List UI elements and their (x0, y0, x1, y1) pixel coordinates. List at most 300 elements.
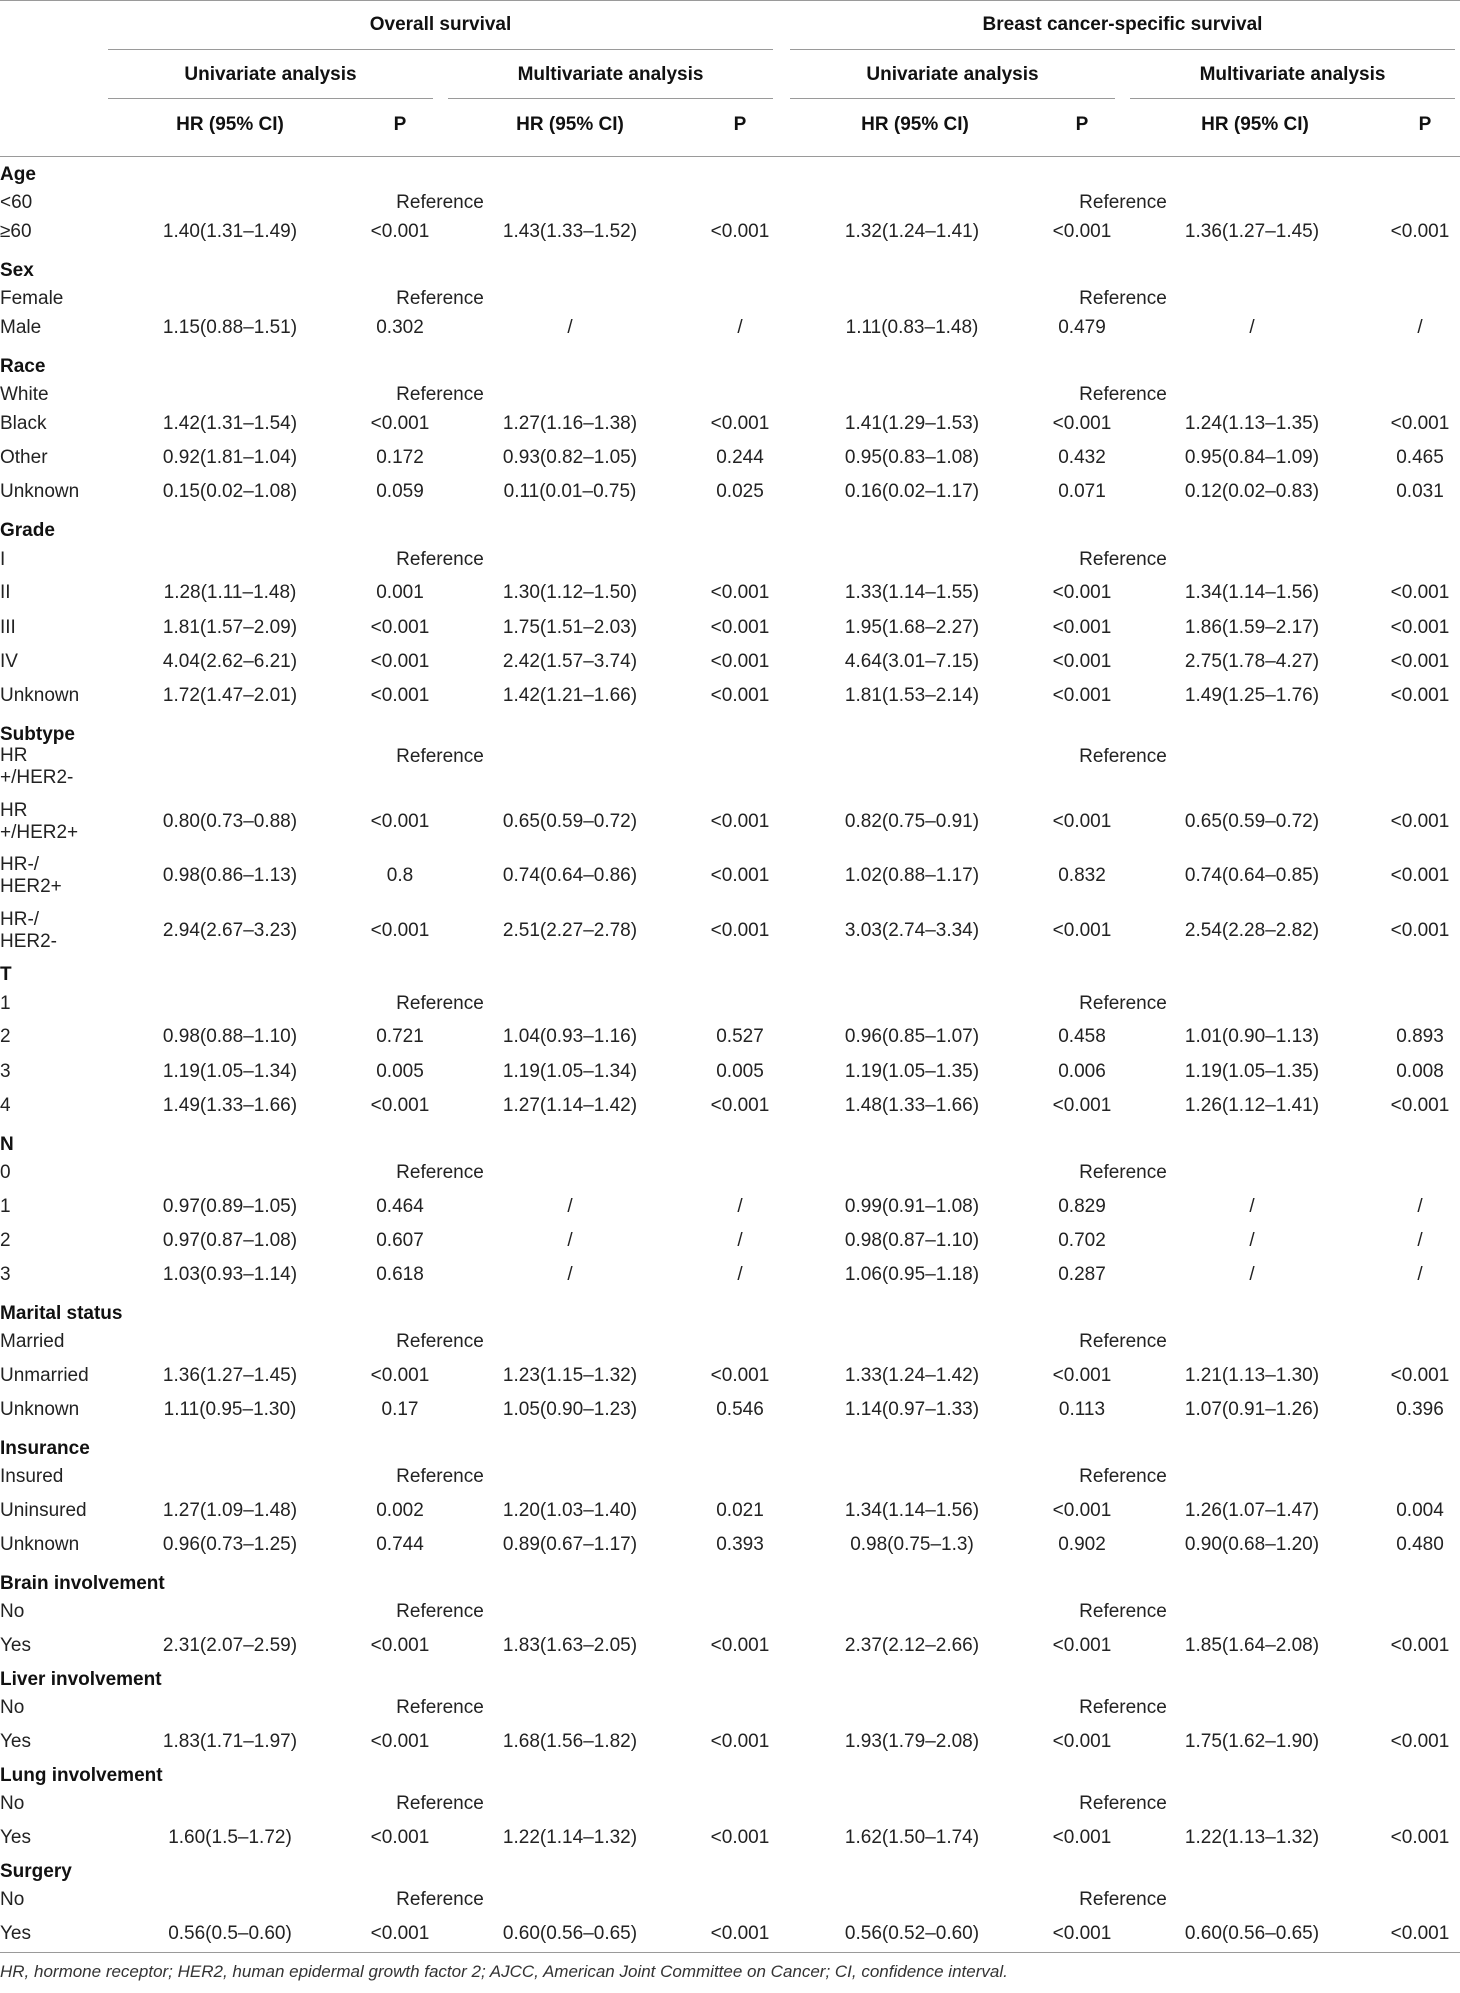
hr-ci-cell: 0.98(0.87–1.10) (844, 1230, 980, 1251)
p-value-cell: <0.001 (710, 582, 770, 603)
row-label: Uninsured (0, 1500, 87, 1521)
p-value-cell: 0.465 (1396, 447, 1444, 468)
row-label: 3 (0, 1264, 11, 1285)
p-value-cell: <0.001 (1052, 651, 1112, 672)
hr-ci-cell: 0.96(0.85–1.07) (844, 1026, 980, 1047)
hr-ci-cell: 2.42(1.57–3.74) (502, 651, 638, 672)
p-value-cell: 0.832 (1058, 865, 1106, 886)
p-value-cell: <0.001 (1390, 920, 1450, 941)
reference-label: Reference (396, 1162, 484, 1183)
hr-ci-cell: 0.65(0.59–0.72) (1184, 811, 1320, 832)
p-value-cell: 0.021 (716, 1500, 764, 1521)
category-label: Marital status (0, 1303, 123, 1324)
table-row (0, 1635, 1460, 1657)
row-label: ≥60 (0, 221, 32, 242)
hr-ci-cell: 1.19(1.05–1.35) (1184, 1061, 1320, 1082)
hr-ci-cell: 1.86(1.59–2.17) (1184, 617, 1320, 638)
table-row (0, 1793, 1460, 1815)
p-value-cell: <0.001 (1052, 1095, 1112, 1116)
p-value-cell: 0.829 (1058, 1196, 1106, 1217)
category-row (0, 1438, 1460, 1460)
p-value-cell: <0.001 (1052, 1635, 1112, 1656)
category-row (0, 1573, 1460, 1595)
p-value-cell: <0.001 (1390, 582, 1450, 603)
hr-ci-cell: 1.22(1.14–1.32) (502, 1827, 638, 1848)
table-row (0, 745, 1460, 788)
hr-ci-cell: 2.31(2.07–2.59) (162, 1635, 298, 1656)
row-label: Female (0, 288, 64, 309)
p-value-cell: <0.001 (1052, 1827, 1112, 1848)
row-label: Unknown (0, 1534, 80, 1555)
hr-ci-cell: / (1249, 1264, 1255, 1285)
p-value-cell: <0.001 (1052, 582, 1112, 603)
hr-ci-cell: 1.60(1.5–1.72) (168, 1827, 292, 1848)
row-label: HR-/ HER2+ (0, 854, 62, 897)
p-value-cell: <0.001 (1390, 651, 1450, 672)
row-label: Married (0, 1331, 65, 1352)
p-value-cell: <0.001 (370, 685, 430, 706)
category-label: N (0, 1134, 14, 1155)
reference-label: Reference (396, 1466, 484, 1487)
p-value-cell: <0.001 (370, 1923, 430, 1944)
p-value-cell: 0.287 (1058, 1264, 1106, 1285)
p-value-cell: / (737, 1230, 743, 1251)
table-row (0, 651, 1460, 673)
table-row (0, 1399, 1460, 1421)
hr-ci-cell: 1.27(1.09–1.48) (162, 1500, 298, 1521)
row-label: 1 (0, 993, 11, 1014)
p-value-cell: <0.001 (370, 617, 430, 638)
top-rule (0, 0, 1460, 1)
hr-ci-cell: 1.83(1.71–1.97) (162, 1731, 298, 1752)
row-label: Unknown (0, 685, 80, 706)
p-value-cell: <0.001 (710, 1635, 770, 1656)
table-row (0, 582, 1460, 604)
p-value-cell: / (1417, 1196, 1423, 1217)
p-value-cell: <0.001 (370, 1827, 430, 1848)
hr-ci-cell: 0.95(0.84–1.09) (1184, 447, 1320, 468)
table-row (0, 1923, 1460, 1945)
hr-ci-cell: 1.48(1.33–1.66) (844, 1095, 980, 1116)
hr-ci-cell: 0.60(0.56–0.65) (1184, 1923, 1320, 1944)
p-value-cell: <0.001 (370, 1095, 430, 1116)
table-row (0, 384, 1460, 406)
row-label: HR +/HER2- (0, 745, 74, 788)
header-hr-col3: HR (95% CI) (861, 114, 969, 135)
reference-label: Reference (1079, 384, 1167, 405)
p-value-cell: <0.001 (370, 920, 430, 941)
table-row (0, 481, 1460, 503)
p-value-cell: / (1417, 1264, 1423, 1285)
row-label: No (0, 1889, 25, 1910)
table-row (0, 1026, 1460, 1048)
reference-label: Reference (396, 1601, 484, 1622)
p-value-cell: 0.302 (376, 317, 424, 338)
p-value-cell: <0.001 (1052, 221, 1112, 242)
p-value-cell: 0.17 (381, 1399, 419, 1420)
category-row (0, 1861, 1460, 1883)
hr-ci-cell: 1.05(0.90–1.23) (502, 1399, 638, 1420)
hr-ci-cell: 1.21(1.13–1.30) (1184, 1365, 1320, 1386)
hr-ci-cell: 0.95(0.83–1.08) (844, 447, 980, 468)
category-label: Age (0, 164, 36, 185)
hr-ci-cell: 1.20(1.03–1.40) (502, 1500, 638, 1521)
category-row (0, 520, 1460, 542)
p-value-cell: 0.002 (376, 1500, 424, 1521)
table-row (0, 413, 1460, 435)
table-row (0, 447, 1460, 469)
row-label: I (0, 549, 6, 570)
p-value-cell: 0.902 (1058, 1534, 1106, 1555)
hr-ci-cell: 1.24(1.13–1.35) (1184, 413, 1320, 434)
hr-ci-cell: 2.94(2.67–3.23) (162, 920, 298, 941)
hr-ci-cell: 0.98(0.88–1.10) (162, 1026, 298, 1047)
hr-ci-cell: 1.01(0.90–1.13) (1184, 1026, 1320, 1047)
hr-ci-cell: / (567, 1230, 573, 1251)
reference-label: Reference (396, 192, 484, 213)
p-value-cell: <0.001 (370, 413, 430, 434)
hr-ci-cell: 1.14(0.97–1.33) (844, 1399, 980, 1420)
table-row (0, 317, 1460, 339)
row-label: Male (0, 317, 42, 338)
p-value-cell: <0.001 (1390, 1635, 1450, 1656)
hr-ci-cell: 0.11(0.01–0.75) (503, 481, 637, 502)
category-row (0, 1765, 1460, 1787)
reference-label: Reference (396, 549, 484, 570)
header-overall-survival: Overall survival (369, 14, 512, 35)
p-value-cell: 0.527 (716, 1026, 764, 1047)
p-value-cell: <0.001 (1390, 1365, 1450, 1386)
category-row (0, 260, 1460, 282)
rule-os-multivariate (448, 98, 773, 99)
category-row (0, 964, 1460, 986)
table-row (0, 1196, 1460, 1218)
row-label: 2 (0, 1026, 11, 1047)
p-value-cell: 0.001 (376, 582, 424, 603)
header-p-col2: P (733, 114, 747, 135)
header-p-col3: P (1075, 114, 1089, 135)
hr-ci-cell: 2.37(2.12–2.66) (844, 1635, 980, 1656)
hr-ci-cell: 1.68(1.56–1.82) (502, 1731, 638, 1752)
hr-ci-cell: 1.40(1.31–1.49) (162, 221, 298, 242)
reference-label: Reference (1079, 1793, 1167, 1814)
bottom-rule (0, 1952, 1460, 1953)
table-row (0, 1500, 1460, 1522)
p-value-cell: <0.001 (1052, 811, 1112, 832)
p-value-cell: <0.001 (1390, 413, 1450, 434)
row-label: II (0, 582, 11, 603)
p-value-cell: 0.480 (1396, 1534, 1444, 1555)
p-value-cell: <0.001 (710, 413, 770, 434)
hr-ci-cell: 1.03(0.93–1.14) (162, 1264, 298, 1285)
table-row (0, 617, 1460, 639)
category-label: Subtype (0, 724, 75, 745)
p-value-cell: <0.001 (1390, 865, 1450, 886)
row-label: Yes (0, 1635, 31, 1656)
header-hr-col1: HR (95% CI) (176, 114, 284, 135)
p-value-cell: / (737, 317, 743, 338)
hr-ci-cell: 0.98(0.86–1.13) (162, 865, 298, 886)
row-label: Other (0, 447, 48, 468)
p-value-cell: <0.001 (1390, 811, 1450, 832)
p-value-cell: <0.001 (1052, 1923, 1112, 1944)
hr-ci-cell: / (1249, 1196, 1255, 1217)
table-row (0, 1230, 1460, 1252)
category-row (0, 164, 1460, 186)
header-hr-col2: HR (95% CI) (516, 114, 624, 135)
category-row (0, 356, 1460, 378)
row-label: 1 (0, 1196, 11, 1217)
rule-overall (108, 49, 773, 50)
hr-ci-cell: 3.03(2.74–3.34) (844, 920, 980, 941)
hr-ci-cell: 0.16(0.02–1.17) (844, 481, 980, 502)
p-value-cell: <0.001 (1390, 1095, 1450, 1116)
hr-ci-cell: 1.02(0.88–1.17) (844, 865, 980, 886)
hr-ci-cell: 1.34(1.14–1.56) (844, 1500, 980, 1521)
table-row (0, 192, 1460, 214)
hr-ci-cell: 1.28(1.11–1.48) (163, 582, 297, 603)
p-value-cell: 0.393 (716, 1534, 764, 1555)
row-label: Insured (0, 1466, 64, 1487)
hr-ci-cell: 0.93(0.82–1.05) (502, 447, 638, 468)
p-value-cell: 0.031 (1396, 481, 1444, 502)
hr-ci-cell: / (1249, 317, 1255, 338)
hr-ci-cell: 1.83(1.63–2.05) (502, 1635, 638, 1656)
hr-ci-cell: 1.93(1.79–2.08) (844, 1731, 980, 1752)
p-value-cell: <0.001 (370, 651, 430, 672)
hr-ci-cell: / (567, 1264, 573, 1285)
category-row (0, 1134, 1460, 1156)
category-row (0, 1303, 1460, 1325)
header-bcss-multivariate: Multivariate analysis (1199, 64, 1386, 85)
rule-os-univariate (108, 98, 433, 99)
p-value-cell: <0.001 (710, 1827, 770, 1848)
table-row (0, 854, 1460, 897)
hr-ci-cell: 1.15(0.88–1.51) (162, 317, 298, 338)
table-footnote: HR, hormone receptor; HER2, human epidermal growth factor 2; AJCC, American Joint Committee on Cancer; CI, confidence interval. (0, 1962, 1008, 1981)
hr-ci-cell: 1.81(1.57–2.09) (162, 617, 298, 638)
hr-ci-cell: 0.89(0.67–1.17) (502, 1534, 638, 1555)
p-value-cell: <0.001 (1390, 1923, 1450, 1944)
table-row (0, 1534, 1460, 1556)
p-value-cell: <0.001 (710, 617, 770, 638)
p-value-cell: <0.001 (710, 1365, 770, 1386)
reference-label: Reference (396, 1889, 484, 1910)
hr-ci-cell: 4.04(2.62–6.21) (162, 651, 298, 672)
hr-ci-cell: 1.75(1.62–1.90) (1184, 1731, 1320, 1752)
table-row (0, 288, 1460, 310)
p-value-cell: <0.001 (1390, 1731, 1450, 1752)
row-label: Unknown (0, 1399, 80, 1420)
row-label: 4 (0, 1095, 11, 1116)
p-value-cell: <0.001 (710, 865, 770, 886)
hr-ci-cell: 1.19(1.05–1.34) (162, 1061, 298, 1082)
hr-ci-cell: 0.56(0.52–0.60) (844, 1923, 980, 1944)
header-bcss-univariate: Univariate analysis (866, 64, 1039, 85)
table-row (0, 800, 1460, 843)
p-value-cell: 0.458 (1058, 1026, 1106, 1047)
hr-ci-cell: 1.49(1.33–1.66) (162, 1095, 298, 1116)
hr-ci-cell: 1.43(1.33–1.52) (502, 221, 638, 242)
p-value-cell: 0.432 (1058, 447, 1106, 468)
p-value-cell: <0.001 (710, 1731, 770, 1752)
p-value-cell: / (1417, 317, 1423, 338)
table-row (0, 1601, 1460, 1623)
p-value-cell: 0.721 (376, 1026, 424, 1047)
reference-label: Reference (1079, 1331, 1167, 1352)
hr-ci-cell: 2.75(1.78–4.27) (1184, 651, 1320, 672)
hr-ci-cell: 0.12(0.02–0.83) (1184, 481, 1320, 502)
p-value-cell: 0.004 (1396, 1500, 1444, 1521)
p-value-cell: <0.001 (1052, 1731, 1112, 1752)
table-row (0, 549, 1460, 571)
hr-ci-cell: 0.74(0.64–0.86) (502, 865, 638, 886)
hr-ci-cell: 1.06(0.95–1.18) (844, 1264, 980, 1285)
category-row (0, 1669, 1460, 1691)
table-row (0, 1697, 1460, 1719)
reference-label: Reference (1079, 549, 1167, 570)
table-row (0, 685, 1460, 707)
p-value-cell: <0.001 (1052, 413, 1112, 434)
row-label: III (0, 617, 16, 638)
reference-label: Reference (1079, 1601, 1167, 1622)
p-value-cell: <0.001 (370, 811, 430, 832)
hr-ci-cell: 2.54(2.28–2.82) (1184, 920, 1320, 941)
p-value-cell: / (1417, 1230, 1423, 1251)
row-label: Yes (0, 1827, 31, 1848)
category-label: Brain involvement (0, 1573, 165, 1594)
p-value-cell: <0.001 (1052, 920, 1112, 941)
hr-ci-cell: 0.74(0.64–0.85) (1184, 865, 1320, 886)
row-label: <60 (0, 192, 33, 213)
p-value-cell: <0.001 (710, 1095, 770, 1116)
reference-label: Reference (396, 746, 484, 767)
table-row (0, 1264, 1460, 1286)
rule-bcss (790, 49, 1455, 50)
p-value-cell: <0.001 (370, 1731, 430, 1752)
hr-ci-cell: 0.99(0.91–1.08) (844, 1196, 980, 1217)
reference-label: Reference (396, 1697, 484, 1718)
hr-ci-cell: 1.41(1.29–1.53) (844, 413, 980, 434)
table-row (0, 1061, 1460, 1083)
category-label: T (0, 964, 12, 985)
hr-ci-cell: 1.49(1.25–1.76) (1184, 685, 1320, 706)
row-label: HR-/ HER2- (0, 909, 58, 952)
header-hr-col4: HR (95% CI) (1201, 114, 1309, 135)
row-label: IV (0, 651, 18, 672)
reference-label: Reference (1079, 1162, 1167, 1183)
hr-ci-cell: 0.65(0.59–0.72) (502, 811, 638, 832)
reference-label: Reference (396, 1793, 484, 1814)
row-label: No (0, 1697, 25, 1718)
hr-ci-cell: 1.27(1.14–1.42) (502, 1095, 638, 1116)
p-value-cell: 0.618 (376, 1264, 424, 1285)
row-label: No (0, 1793, 25, 1814)
table-row (0, 1331, 1460, 1353)
category-label: Race (0, 356, 46, 377)
table-row (0, 1095, 1460, 1117)
hr-ci-cell: 0.82(0.75–0.91) (844, 811, 980, 832)
table-row (0, 1889, 1460, 1911)
category-label: Liver involvement (0, 1669, 162, 1690)
p-value-cell: 0.8 (386, 865, 414, 886)
hr-ci-cell: 0.15(0.02–1.08) (162, 481, 298, 502)
row-label: Unknown (0, 481, 80, 502)
category-label: Grade (0, 520, 55, 541)
row-label: Yes (0, 1731, 31, 1752)
p-value-cell: <0.001 (710, 651, 770, 672)
row-label: 3 (0, 1061, 11, 1082)
p-value-cell: 0.702 (1058, 1230, 1106, 1251)
row-label: Yes (0, 1923, 31, 1944)
row-label: No (0, 1601, 25, 1622)
reference-label: Reference (1079, 993, 1167, 1014)
p-value-cell: <0.001 (710, 811, 770, 832)
hr-ci-cell: 1.85(1.64–2.08) (1184, 1635, 1320, 1656)
hr-ci-cell: 1.32(1.24–1.41) (844, 221, 980, 242)
reference-label: Reference (396, 993, 484, 1014)
p-value-cell: 0.008 (1396, 1061, 1444, 1082)
hr-ci-cell: 4.64(3.01–7.15) (844, 651, 980, 672)
hr-ci-cell: / (1249, 1230, 1255, 1251)
category-row (0, 724, 1460, 746)
table-row (0, 1827, 1460, 1849)
table-row (0, 1731, 1460, 1753)
hr-ci-cell: 1.26(1.12–1.41) (1184, 1095, 1320, 1116)
hr-ci-cell: 0.97(0.89–1.05) (162, 1196, 298, 1217)
header-bcss: Breast cancer-specific survival (982, 14, 1263, 35)
row-label: HR +/HER2+ (0, 800, 79, 843)
p-value-cell: 0.113 (1058, 1399, 1106, 1420)
header-p-col1: P (393, 114, 407, 135)
table-row (0, 909, 1460, 952)
row-label: 0 (0, 1162, 11, 1183)
hr-ci-cell: / (567, 1196, 573, 1217)
p-value-cell: 0.464 (376, 1196, 424, 1217)
p-value-cell: 0.479 (1058, 317, 1106, 338)
hr-ci-cell: 1.30(1.12–1.50) (502, 582, 638, 603)
p-value-cell: <0.001 (370, 1365, 430, 1386)
reference-label: Reference (1079, 1697, 1167, 1718)
p-value-cell: 0.172 (376, 447, 424, 468)
reference-label: Reference (1079, 192, 1167, 213)
p-value-cell: 0.006 (1058, 1061, 1106, 1082)
category-label: Insurance (0, 1438, 90, 1459)
p-value-cell: <0.001 (1390, 221, 1450, 242)
p-value-cell: 0.005 (716, 1061, 764, 1082)
hr-ci-cell: 0.92(1.81–1.04) (162, 447, 298, 468)
hr-ci-cell: 0.80(0.73–0.88) (162, 811, 298, 832)
p-value-cell: / (737, 1264, 743, 1285)
hr-ci-cell: 1.07(0.91–1.26) (1184, 1399, 1320, 1420)
p-value-cell: 0.607 (376, 1230, 424, 1251)
hr-ci-cell: 0.98(0.75–1.3) (850, 1534, 974, 1555)
hr-ci-cell: 1.23(1.15–1.32) (502, 1365, 638, 1386)
hr-ci-cell: 1.42(1.31–1.54) (162, 413, 298, 434)
table-row (0, 221, 1460, 243)
header-bottom-rule (0, 156, 1460, 157)
row-label: 2 (0, 1230, 11, 1251)
reference-label: Reference (396, 288, 484, 309)
hr-ci-cell: 1.33(1.24–1.42) (844, 1365, 980, 1386)
hr-ci-cell: 0.90(0.68–1.20) (1184, 1534, 1320, 1555)
p-value-cell: <0.001 (1052, 1500, 1112, 1521)
reference-label: Reference (1079, 746, 1167, 767)
hr-ci-cell: 0.56(0.5–0.60) (168, 1923, 292, 1944)
p-value-cell: <0.001 (710, 221, 770, 242)
table-row (0, 1365, 1460, 1387)
hr-ci-cell: 1.26(1.07–1.47) (1184, 1500, 1320, 1521)
